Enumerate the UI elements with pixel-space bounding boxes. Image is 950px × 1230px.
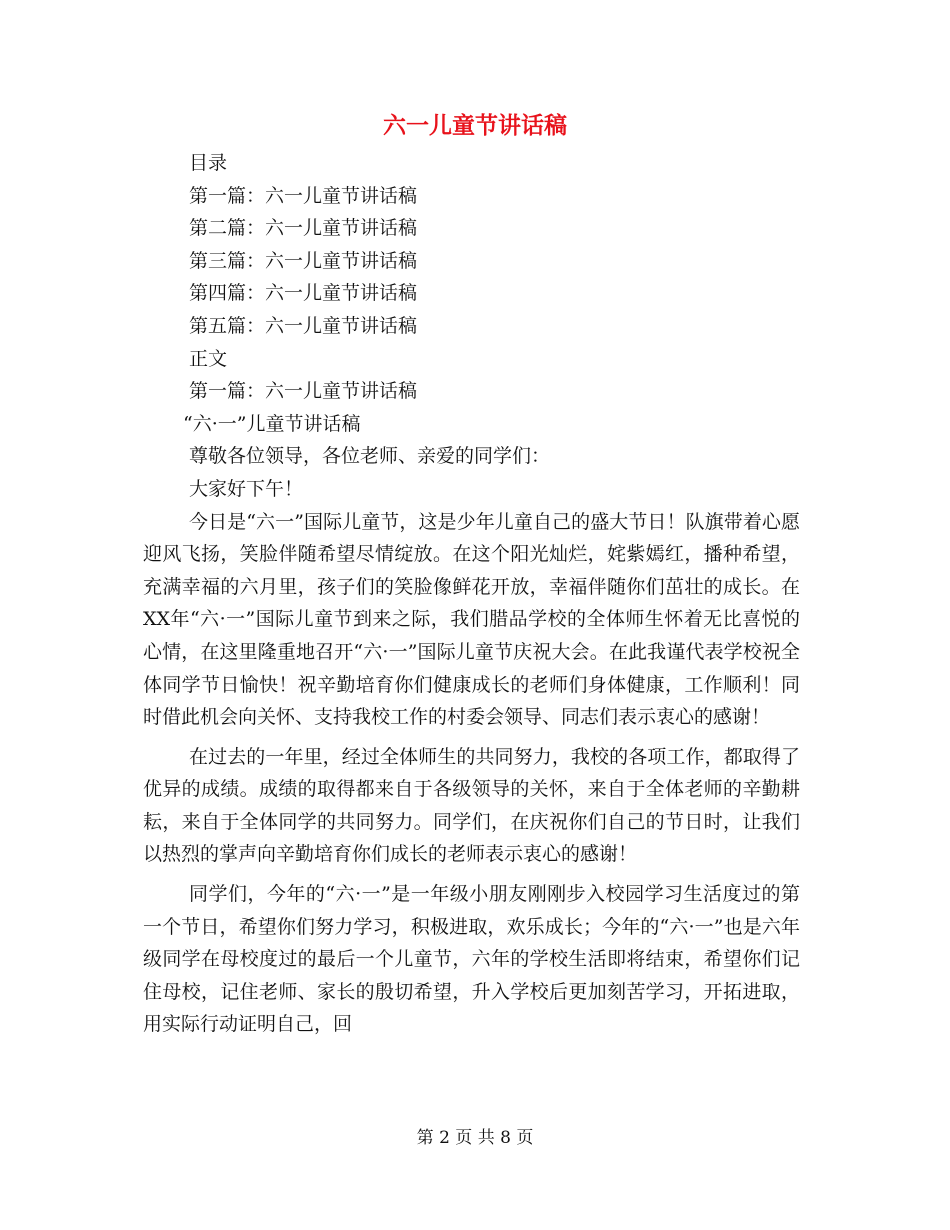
document-title: 六一儿童节讲话稿 — [383, 112, 567, 139]
chapter-title: 第一篇：六一儿童节讲话稿 — [189, 380, 418, 403]
page-footer: 第 2 页 共 8 页 — [416, 1128, 534, 1148]
greeting: 大家好下午！ — [189, 477, 304, 500]
toc-item: 第四篇：六一儿童节讲话稿 — [189, 282, 418, 305]
toc-heading: 目录 — [189, 152, 228, 174]
salutation: 尊敬各位领导，各位老师、亲爱的同学们： — [189, 445, 551, 468]
body-heading: 正文 — [189, 347, 228, 370]
document-body — [143, 147, 800, 1041]
toc-item: 第一篇：六一儿童节讲话稿 — [189, 184, 418, 207]
toc-item: 第三篇：六一儿童节讲话稿 — [189, 249, 418, 272]
body-paragraph: 同学们，今年的“六·一”是一年级小朋友刚刚步入校园学习生活度过的第一个节日，希望你们努力学习，积极进取，欢乐成长；今年的“六·一”也是六年级同学在母校度过的最后一个儿童节，六年的学校生活即将结束，希望你们记住母校，记住老师、家长的殷切希望，升入学校后更加刻苦学习，开拓进取，用实际行动证明自己，回 — [143, 883, 800, 1036]
toc-item: 第二篇：六一儿童节讲话稿 — [189, 217, 418, 240]
toc-item: 第五篇：六一儿童节讲话稿 — [189, 314, 418, 337]
speech-title: “六·一”儿童节讲话稿 — [183, 412, 361, 435]
body-paragraph: 今日是“六一”国际儿童节，这是少年儿童自己的盛大节日！队旗带着心愿迎风飞扬，笑脸伴随希望尽情绽放。在这个阳光灿烂，姹紫嫣红，播种希望，充满幸福的六月里，孩子们的笑脸像鲜花开放，幸福伴随你们茁壮的成长。在XX年“六·一”国际儿童节到来之际，我们腊品学校的全体师生怀着无比喜悦的心情，在这里隆重地召开“六·一”国际儿童节庆祝大会。在此我谨代表学校祝全体同学节日愉快！祝辛勤培育你们健康成长的老师们身体健康，工作顺利！同时借此机会向关怀、支持我校工作的村委会领导、同志们表示衷心的感谢！ — [143, 510, 800, 729]
body-paragraph: 在过去的一年里，经过全体师生的共同努力，我校的各项工作，都取得了优异的成绩。成绩的取得都来自于各级领导的关怀，来自于全体老师的辛勤耕耘，来自于全体同学的共同努力。同学们，在庆祝你们自己的节日时，让我们以热烈的掌声向辛勤培育你们成长的老师表示衷心的感谢！ — [143, 745, 800, 866]
